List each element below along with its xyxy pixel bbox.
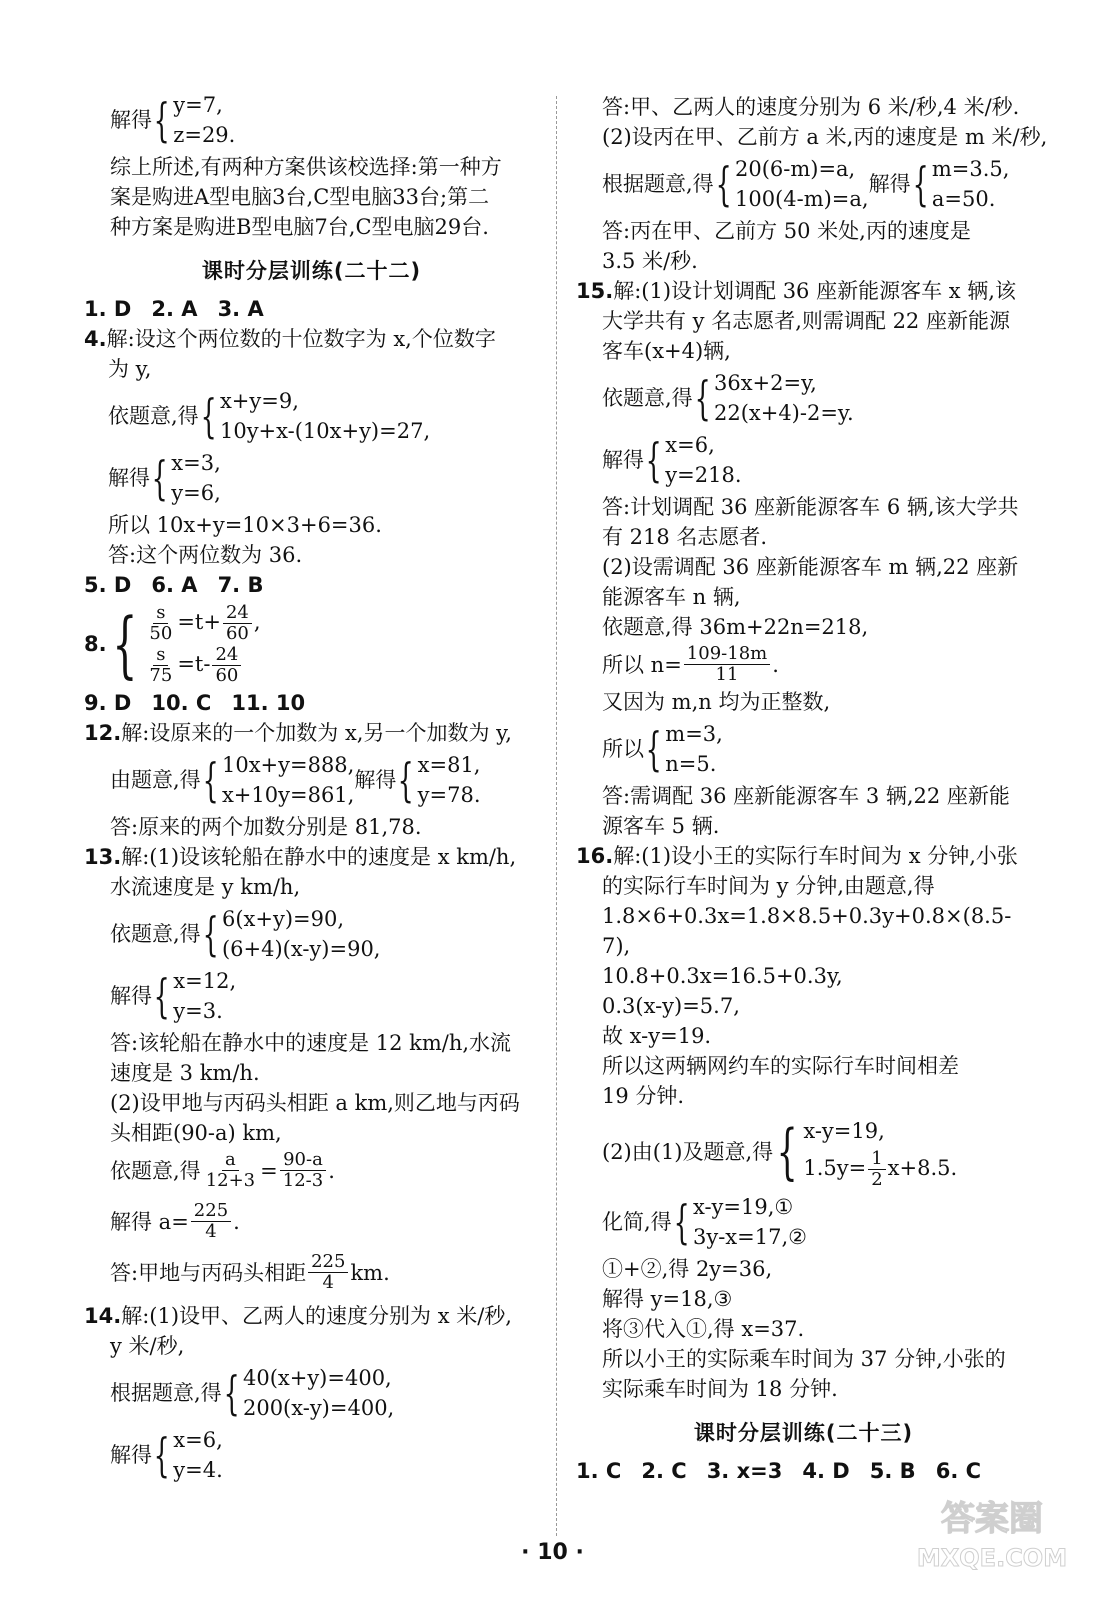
q13-solution (84, 966, 539, 1026)
q4-system (84, 386, 539, 446)
fraction (308, 1252, 348, 1293)
question-number: 13. (84, 845, 122, 869)
q14-system (84, 1363, 539, 1423)
label: (2)由(1)及题意,得 (602, 1139, 774, 1164)
brace: { (645, 433, 662, 487)
q13-line: 答:该轮船在静水中的速度是 12 km/h,水流 (110, 1031, 512, 1055)
label: 依题意,得 (108, 404, 199, 428)
row: y=78. (417, 783, 481, 807)
fraction (684, 644, 770, 685)
q4-line: 为 y, (108, 357, 152, 381)
brace: { (153, 1428, 170, 1482)
row: 22(x+4)-2=y. (713, 401, 854, 425)
denominator: 4 (322, 1272, 334, 1293)
q14-cont-line: 3.5 米/秒. (602, 249, 698, 273)
brace: { (694, 371, 711, 425)
q16-line (576, 841, 1031, 871)
row: x=81, (417, 753, 481, 777)
text: 解:(1)设小王的实际行车时间为 x 分钟,小张 (613, 844, 1018, 868)
brace: { (111, 602, 138, 686)
label: 化简,得 (602, 1210, 672, 1234)
q15-line: 又因为 m,n 均为正整数, (602, 690, 831, 714)
label: 解得 a= (110, 1209, 189, 1234)
brace: { (397, 753, 415, 807)
answer: 9. D (84, 691, 132, 715)
answer: 3. A (217, 297, 264, 321)
answer: 2. C (641, 1459, 687, 1483)
brace: { (151, 451, 168, 505)
fraction (146, 603, 175, 644)
answer: 7. B (217, 573, 264, 597)
brace: { (200, 389, 217, 443)
conclusion-line: 种方案是购进B型电脑7台,C型电脑29台. (110, 215, 489, 239)
q15-line: 客车(x+4)辆, (602, 339, 731, 363)
label: 解得 (110, 1443, 152, 1467)
q12-system (84, 750, 539, 810)
q15-line: 答:计划调配 36 座新能源客车 6 辆,该大学共 (602, 495, 1019, 519)
row: 40(x+y)=400, (242, 1366, 392, 1390)
q13-system (84, 904, 539, 964)
q14-cont-system (576, 154, 1031, 214)
answers-23 (576, 1456, 1031, 1486)
brace: { (202, 753, 219, 807)
row: 3y-x=17,② (692, 1225, 807, 1249)
top-solution (84, 90, 539, 150)
brace: { (153, 969, 170, 1023)
label: 依题意,得 (602, 386, 693, 410)
q16-line: 解得 y=18,③ (602, 1287, 733, 1311)
left-column (84, 88, 539, 1487)
label: 解得 (110, 984, 152, 1008)
q15-line: 大学共有 y 名志愿者,则需调配 22 座新能源 (602, 309, 1010, 333)
conclusion-line: 案是购进A型电脑3台,C型电脑33台;第二 (110, 185, 490, 209)
row: x=12, (173, 969, 237, 993)
fraction (212, 645, 241, 686)
row: (6+4)(x-y)=90, (221, 937, 381, 961)
brace: { (776, 1116, 798, 1187)
answer: 5. D (84, 573, 132, 597)
question-number: 8. (84, 632, 107, 656)
q14-cont-line: 答:丙在甲、乙前方 50 米处,丙的速度是 (602, 219, 971, 243)
row: x-y=19,① (692, 1195, 794, 1219)
brace: { (912, 157, 929, 211)
text: =t+ (177, 610, 221, 634)
q13-equation (84, 1150, 539, 1191)
brace: { (715, 157, 732, 211)
question-number: 14. (84, 1304, 122, 1328)
page-number: · 10 · (521, 1540, 584, 1565)
q16-line: 10.8+0.3x=16.5+0.3y, (602, 964, 843, 988)
text: 解:设原来的一个加数为 x,另一个加数为 y, (121, 721, 512, 745)
row: y=4. (173, 1458, 223, 1482)
row: y=218. (665, 463, 742, 487)
answer: 4. D (802, 1459, 850, 1483)
row: 100(4-m)=a, (734, 187, 869, 211)
answer: 3. x=3 (706, 1459, 783, 1483)
q15-system (576, 368, 1031, 428)
q16-line: 7), (602, 934, 631, 958)
question-number: 16. (576, 844, 614, 868)
text: 解:设这个两位数的十位数字为 x,个位数字 (106, 327, 496, 351)
denominator: 60 (225, 623, 249, 644)
q16-system (576, 1113, 1031, 1190)
text: , (253, 610, 261, 634)
q16-line: 1.8×6+0.3x=1.8×8.5+0.3y+0.8×(8.5- (602, 904, 1012, 928)
row (144, 602, 260, 644)
numerator: 225 (308, 1252, 348, 1273)
question-number: 4. (84, 327, 107, 351)
row: a=50. (931, 187, 996, 211)
q15-line: 能源客车 n 辆, (602, 585, 741, 609)
denominator: 50 (149, 623, 173, 644)
label: 答:甲地与丙码头相距 (110, 1260, 307, 1285)
q12-line: 答:原来的两个加数分别是 81,78. (110, 815, 422, 839)
numerator: 24 (212, 645, 241, 666)
watermark-text: 答案圈 (941, 1499, 1043, 1539)
q15-fraction-line (576, 644, 1031, 685)
numerator: a (222, 1150, 239, 1171)
brace: { (202, 907, 219, 961)
row: y=3. (173, 999, 223, 1023)
row: x-y=19, (803, 1119, 885, 1143)
row: m=3.5, (931, 157, 1010, 181)
row: n=5. (665, 752, 717, 776)
question-number: 12. (84, 721, 122, 745)
question-number: 15. (576, 279, 614, 303)
q14-cont-line: 答:甲、乙两人的速度分别为 6 米/秒,4 米/秒. (602, 95, 1020, 119)
row: 20(6-m)=a, (734, 157, 856, 181)
label: 根据题意,得 (602, 172, 714, 196)
text: =t- (177, 652, 211, 676)
numerator: s (153, 603, 168, 624)
watermark-logo (907, 1488, 1077, 1578)
row: 10x+y=888, (221, 753, 355, 777)
brace: { (223, 1366, 240, 1420)
q13-line: 水流速度是 y km/h, (110, 875, 301, 899)
numerator: 24 (223, 603, 252, 624)
q16-line: 将③代入①,得 x=37. (602, 1317, 805, 1341)
right-column (576, 92, 1048, 1486)
row: y=7, (173, 93, 223, 117)
answer: 5. B (869, 1459, 916, 1483)
answer: 1. D (84, 297, 132, 321)
label: 依题意,得 (110, 1158, 201, 1183)
q15-integer-solution (576, 719, 1031, 779)
q13-result (84, 1201, 539, 1242)
answers-5-7 (84, 570, 539, 600)
label: 由题意,得 (110, 768, 201, 792)
q16-line: 所以这两辆网约车的实际行车时间相差 (602, 1054, 959, 1078)
fraction (280, 1150, 326, 1191)
q16-line: 故 x-y=19. (602, 1024, 712, 1048)
row: z=29. (173, 123, 236, 147)
row: 36x+2=y, (713, 371, 817, 395)
q8-system (84, 602, 539, 686)
label: 解得 (354, 768, 397, 792)
answer: 11. 10 (231, 691, 306, 715)
label: 依题意,得 (110, 922, 201, 946)
numerator: 90-a (280, 1150, 326, 1171)
q15-solution (576, 430, 1031, 490)
q16-line: 0.3(x-y)=5.7, (602, 994, 740, 1018)
q15-line: 有 218 名志愿者. (602, 525, 768, 549)
q13-line: (2)设甲地与丙码头相距 a km,则乙地与丙码 (110, 1091, 520, 1115)
fraction (223, 603, 252, 644)
row: 6(x+y)=90, (221, 907, 345, 931)
row (144, 644, 260, 686)
denominator: 75 (149, 665, 173, 686)
row: x+10y=861, (221, 783, 355, 807)
q13-line (84, 842, 539, 872)
row: x=3, (171, 451, 221, 475)
denominator: 12-3 (282, 1170, 324, 1191)
text: km. (350, 1260, 390, 1285)
q4-line: 答:这个两位数为 36. (108, 543, 303, 567)
row: m=3, (665, 722, 723, 746)
label: 解得 (110, 108, 152, 132)
section-title-23: 课时分层训练(二十三) (693, 1421, 914, 1445)
row: 10y+x-(10x+y)=27, (219, 419, 431, 443)
numerator: 225 (191, 1201, 231, 1222)
text: = (260, 1158, 278, 1183)
label: 解得 (108, 466, 150, 490)
q13-line: 速度是 3 km/h. (110, 1061, 260, 1085)
q14-line: y 米/秒, (110, 1334, 185, 1358)
q15-line: 答:需调配 36 座新能源客车 3 辆,22 座新能 (602, 784, 1010, 808)
row: y=6, (171, 481, 221, 505)
label: 解得 (602, 448, 644, 472)
text: . (772, 652, 779, 677)
text: . (233, 1209, 240, 1234)
q15-line (576, 276, 1031, 306)
answer: 6. C (935, 1459, 982, 1483)
row (803, 1149, 957, 1190)
brace: { (673, 1195, 690, 1249)
q15-line: 依题意,得 36m+22n=218, (602, 615, 869, 639)
q16-line: 的实际行车时间为 y 分钟,由题意,得 (602, 874, 935, 898)
numerator: s (153, 645, 168, 666)
row: x=6, (173, 1428, 223, 1452)
text: 解:(1)设甲、乙两人的速度分别为 x 米/秒, (121, 1304, 512, 1328)
row: 200(x-y)=400, (242, 1396, 395, 1420)
q16-line: ①+②,得 2y=36, (602, 1257, 773, 1281)
numerator: 109-18m (684, 644, 770, 665)
text: 1.5y= (803, 1156, 867, 1180)
q14-cont-line: (2)设丙在甲、乙前方 a 米,丙的速度是 m 米/秒, (602, 125, 1048, 149)
row: x+y=9, (219, 389, 299, 413)
conclusion-line: 综上所述,有两种方案供该校选择:第一种方 (110, 155, 502, 179)
fraction (203, 1150, 258, 1191)
brace: { (645, 722, 662, 776)
denominator: 4 (205, 1221, 217, 1242)
row: x=6, (665, 433, 715, 457)
text: x+8.5. (887, 1156, 958, 1180)
q4-line (84, 324, 539, 354)
column-divider (556, 96, 557, 1536)
q4-line: 所以 10x+y=10×3+6=36. (108, 513, 382, 537)
text: 解:(1)设计划调配 36 座新能源客车 x 辆,该 (613, 279, 1016, 303)
answer: 2. A (151, 297, 198, 321)
text: . (328, 1158, 335, 1183)
fraction (868, 1149, 885, 1190)
label: 所以 n= (602, 652, 682, 677)
q15-line: (2)设需调配 36 座新能源客车 m 辆,22 座新 (602, 555, 1019, 579)
denominator: 2 (871, 1169, 883, 1190)
answers-1-3 (84, 294, 539, 324)
q16-line: 所以小王的实际乘车时间为 37 分钟,小张的 (602, 1347, 1006, 1371)
answer: 10. C (151, 691, 212, 715)
answer: 1. C (576, 1459, 622, 1483)
label: 解得 (868, 172, 911, 196)
q14-line (84, 1301, 539, 1331)
q16-line: 19 分钟. (602, 1084, 685, 1108)
denominator: 12+3 (205, 1170, 256, 1191)
watermark-url: MXQE.COM (916, 1544, 1068, 1572)
label: 所以 (602, 737, 644, 761)
q4-solution (84, 448, 539, 508)
q14-solution (84, 1425, 539, 1485)
q16-line: 实际乘车时间为 18 分钟. (602, 1377, 838, 1401)
q13-line: 头相距(90-a) km, (110, 1121, 282, 1145)
text: 解:(1)设该轮船在静水中的速度是 x km/h, (121, 845, 517, 869)
q12-line (84, 718, 539, 748)
answers-9-11 (84, 688, 539, 718)
q13-answer (84, 1252, 539, 1293)
fraction (146, 645, 175, 686)
fraction (191, 1201, 231, 1242)
q16-simplified (576, 1192, 1031, 1252)
denominator: 60 (215, 665, 239, 686)
answer: 6. A (151, 573, 198, 597)
section-title-22: 课时分层训练(二十二) (201, 259, 422, 283)
brace: { (153, 93, 170, 147)
q15-line: 源客车 5 辆. (602, 814, 720, 838)
label: 根据题意,得 (110, 1381, 222, 1405)
numerator: 1 (868, 1149, 885, 1170)
denominator: 11 (715, 664, 739, 685)
